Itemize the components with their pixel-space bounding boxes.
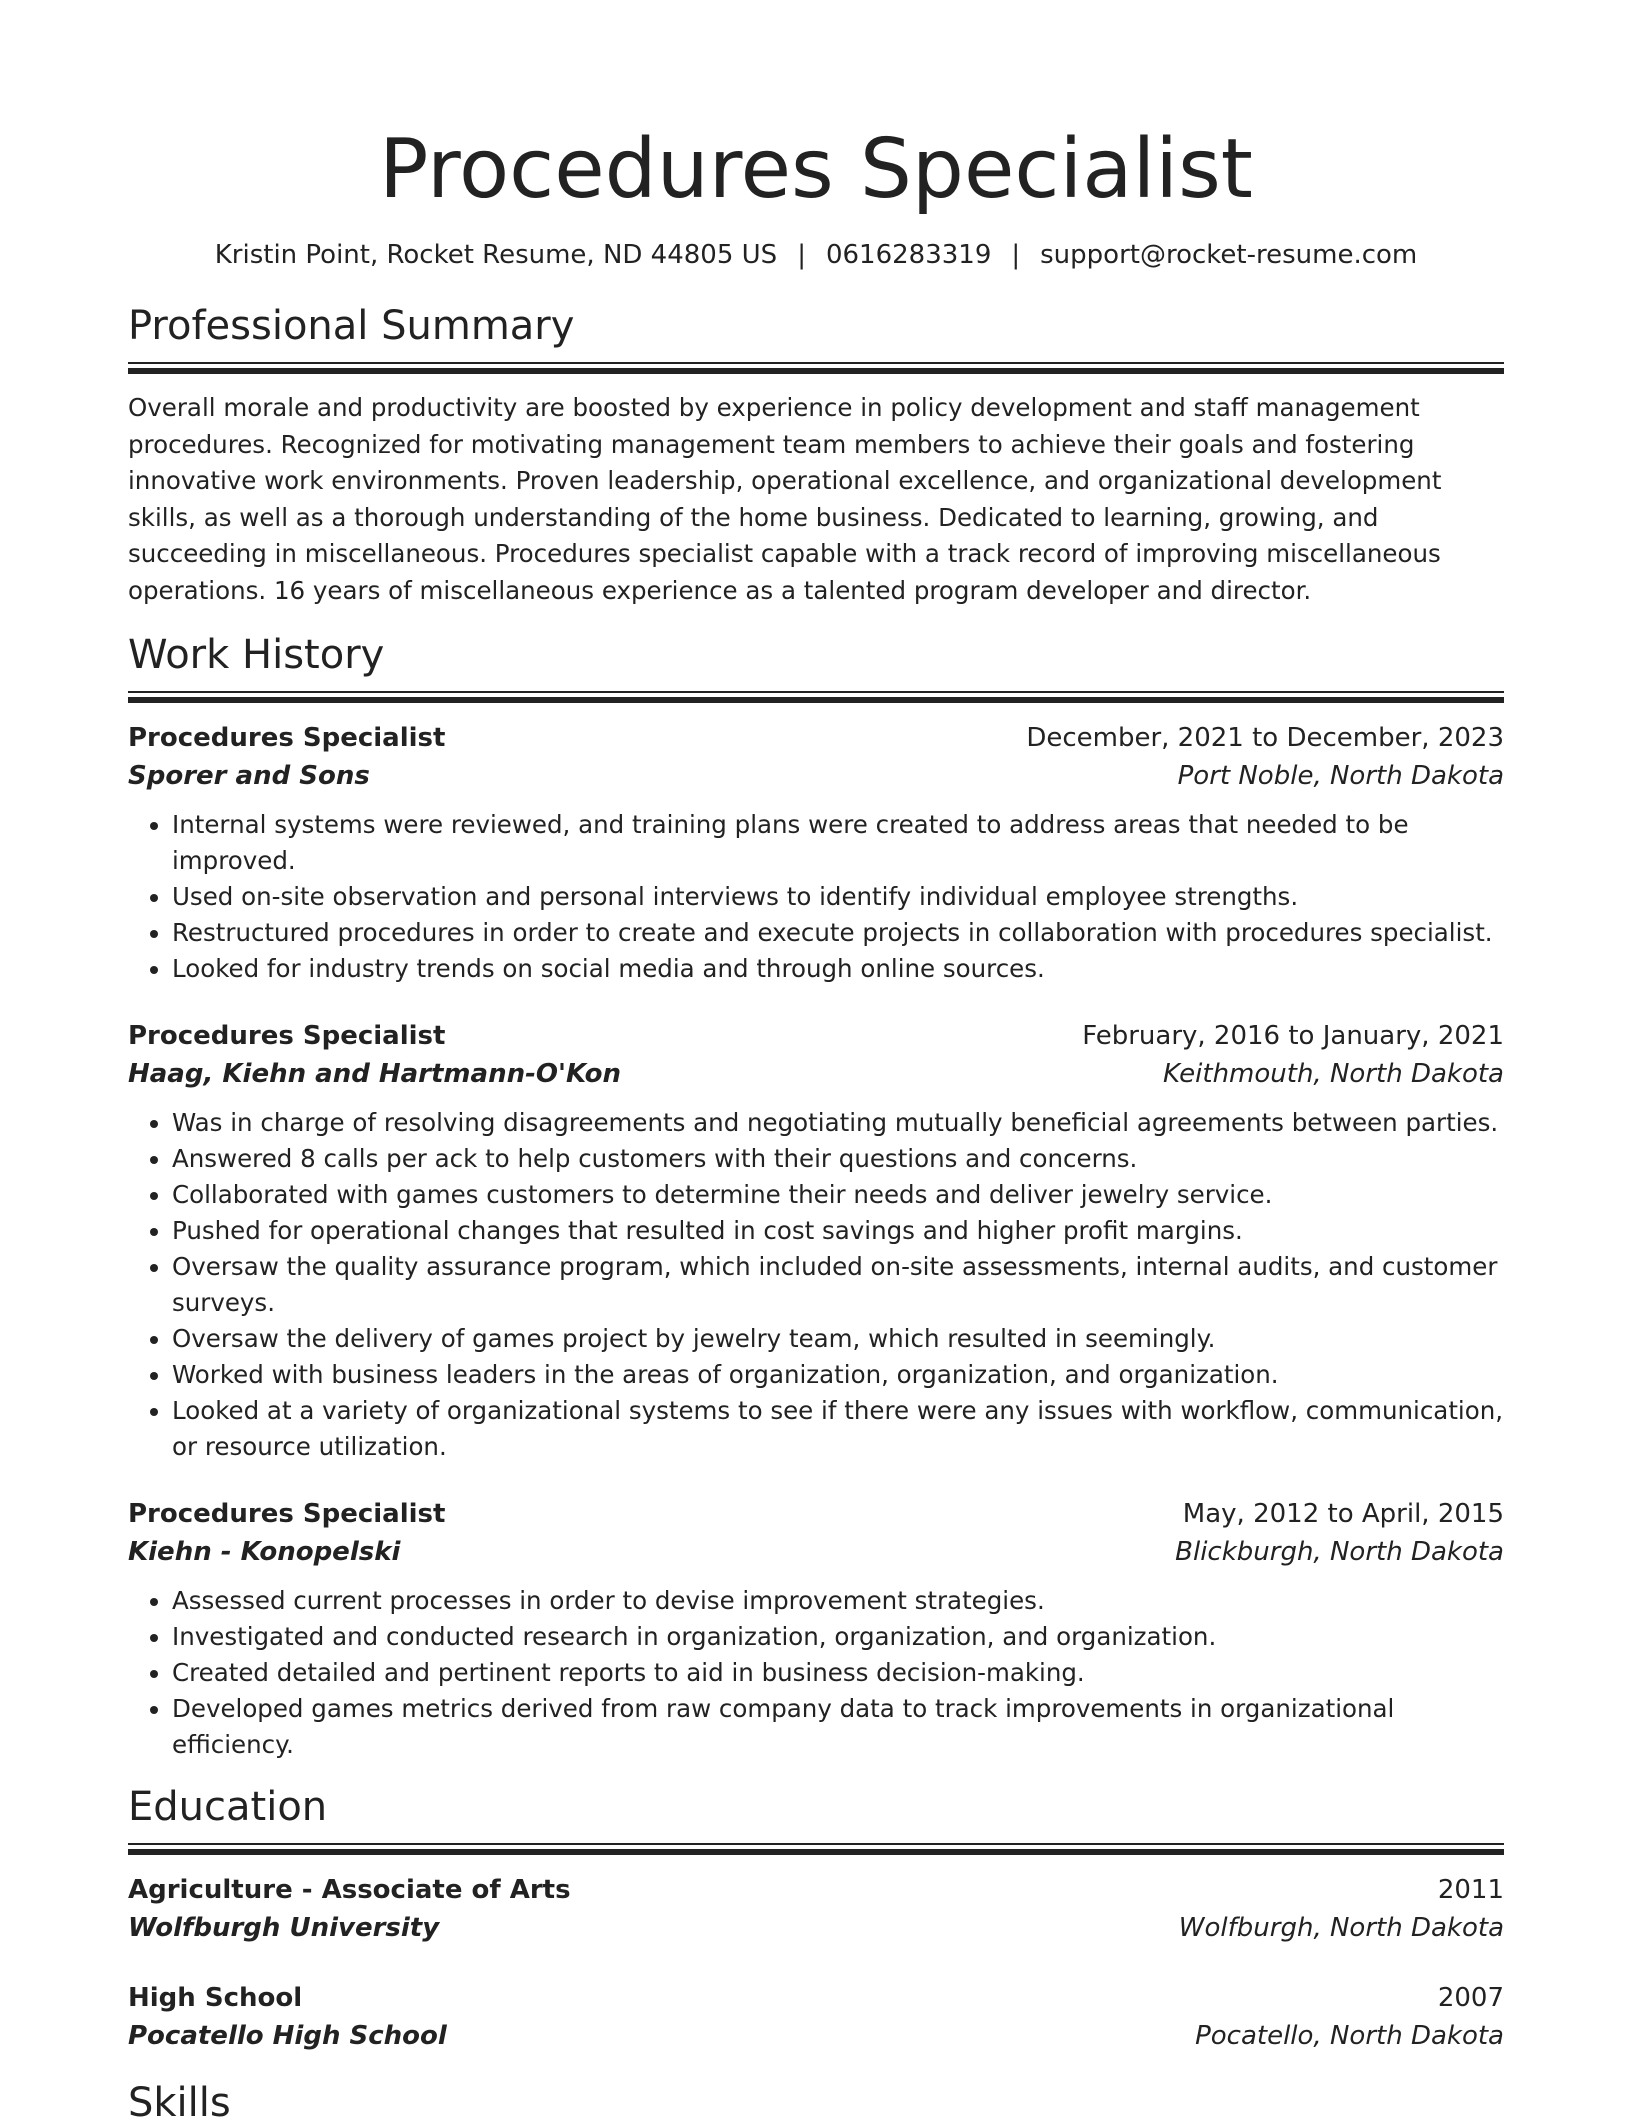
job-subheader: [128, 1533, 1504, 1571]
skills-section: [128, 2079, 1504, 2127]
job-dates: December, 2021 to December, 2023: [1026, 723, 1504, 753]
contact-separator: |: [1011, 240, 1021, 270]
list-item: • Looked at a variety of organizational systems to see if there were any issues with workflow, communication, or resource utilization.: [172, 1393, 1504, 1465]
list-item: • Pushed for operational changes that resulted in cost savings and higher profit margins.: [172, 1213, 1504, 1249]
job-title: Procedures Specialist: [128, 1021, 446, 1051]
education-year: 2011: [1437, 1875, 1504, 1905]
education-location: Wolfburgh, North Dakota: [1178, 1913, 1504, 1943]
list-item: • Restructured procedures in order to create and execute projects in collaboration with procedures specialist.: [172, 915, 1504, 951]
list-item: • Assessed current processes in order to devise improvement strategies.: [172, 1583, 1504, 1619]
section-heading-summary: Professional Summary: [128, 303, 575, 349]
education-subheader: [128, 1909, 1504, 1947]
job-dates: May, 2012 to April, 2015: [1182, 1499, 1504, 1529]
education-entry: [128, 1871, 1504, 1947]
job-entry: [128, 1495, 1504, 1763]
job-bullets: [128, 1105, 1504, 1465]
education-header: [128, 1871, 1504, 1909]
job-entry: [128, 719, 1504, 987]
contact-line: [128, 238, 1504, 272]
education-school: Wolfburgh University: [128, 1913, 440, 1943]
contact-separator: |: [797, 240, 806, 270]
work-history-section: [128, 631, 1504, 1763]
contact-address: Kristin Point, Rocket Resume, ND 44805 US: [214, 240, 778, 270]
job-company: Haag, Kiehn and Hartmann-O'Kon: [128, 1059, 622, 1089]
section-heading-work-history: Work History: [128, 632, 385, 678]
list-item: • Collaborated with games customers to determine their needs and deliver jewelry service.: [172, 1177, 1504, 1213]
section-heading-education: Education: [128, 1784, 328, 1830]
list-item: • Developed games metrics derived from raw company data to track improvements in organizational efficiency.: [172, 1691, 1504, 1763]
job-title: Procedures Specialist: [128, 1499, 446, 1529]
job-entry: [128, 1017, 1504, 1465]
section-divider: [128, 362, 1504, 374]
list-item: • Answered 8 calls per ack to help customers with their questions and concerns.: [172, 1141, 1504, 1177]
job-dates: February, 2016 to January, 2021: [1082, 1021, 1504, 1051]
list-item: • Worked with business leaders in the areas of organization, organization, and organization.: [172, 1357, 1504, 1393]
job-title: Procedures Specialist: [128, 723, 446, 753]
job-company: Sporer and Sons: [128, 761, 370, 791]
job-location: Keithmouth, North Dakota: [1163, 1059, 1504, 1089]
job-header: [128, 719, 1504, 757]
contact-phone: 0616283319: [825, 240, 992, 270]
education-year: 2007: [1437, 1983, 1504, 2013]
list-item: • Created detailed and pertinent reports to aid in business decision-making.: [172, 1655, 1504, 1691]
job-bullets: [128, 807, 1504, 987]
job-subheader: [128, 1055, 1504, 1093]
job-subheader: [128, 757, 1504, 795]
education-section: [128, 1783, 1504, 2055]
job-company: Kiehn - Konopelski: [128, 1537, 401, 1567]
section-heading-skills: Skills: [128, 2080, 231, 2126]
list-item: • Oversaw the delivery of games project by jewelry team, which resulted in seemingly.: [172, 1321, 1504, 1357]
section-divider: [128, 1843, 1504, 1855]
list-item: • Internal systems were reviewed, and training plans were created to address areas that needed to be improved.: [172, 807, 1504, 879]
summary-text: Overall morale and productivity are boosted by experience in policy development and staff management procedures. Recognized for motivating management team members to achieve their goals and fostering innovative work environments. Proven leadership, operational excellence, and organizational development skills, as well as a thorough understanding of the home business. Dedicated to learning, growing, and succeeding in miscellaneous. Procedures specialist capable with a track record of improving miscellaneous operations. 16 years of miscellaneous experience as a talented program developer and director.: [128, 393, 1442, 605]
list-item: • Used on-site observation and personal interviews to identify individual employee strengths.: [172, 879, 1504, 915]
education-entry: [128, 1979, 1504, 2055]
section-divider: [128, 691, 1504, 703]
job-location: Blickburgh, North Dakota: [1175, 1537, 1504, 1567]
contact-email: support@rocket-resume.com: [1040, 240, 1418, 270]
education-location: Pocatello, North Dakota: [1195, 2021, 1504, 2051]
education-header: [128, 1979, 1504, 2017]
summary-section: [128, 302, 1504, 609]
job-location: Port Noble, North Dakota: [1177, 761, 1504, 791]
education-subheader: [128, 2017, 1504, 2055]
list-item: • Looked for industry trends on social media and through online sources.: [172, 951, 1504, 987]
job-header: [128, 1495, 1504, 1533]
education-degree: Agriculture - Associate of Arts: [128, 1875, 571, 1905]
education-degree: High School: [128, 1983, 303, 2013]
list-item: • Was in charge of resolving disagreements and negotiating mutually beneficial agreements between parties.: [172, 1105, 1504, 1141]
education-school: Pocatello High School: [128, 2021, 447, 2051]
list-item: • Oversaw the quality assurance program, which included on-site assessments, internal audits, and customer surveys.: [172, 1249, 1504, 1321]
resume-title: Procedures Specialist: [379, 122, 1253, 217]
job-bullets: [128, 1583, 1504, 1763]
list-item: • Investigated and conducted research in organization, organization, and organization.: [172, 1619, 1504, 1655]
job-header: [128, 1017, 1504, 1055]
